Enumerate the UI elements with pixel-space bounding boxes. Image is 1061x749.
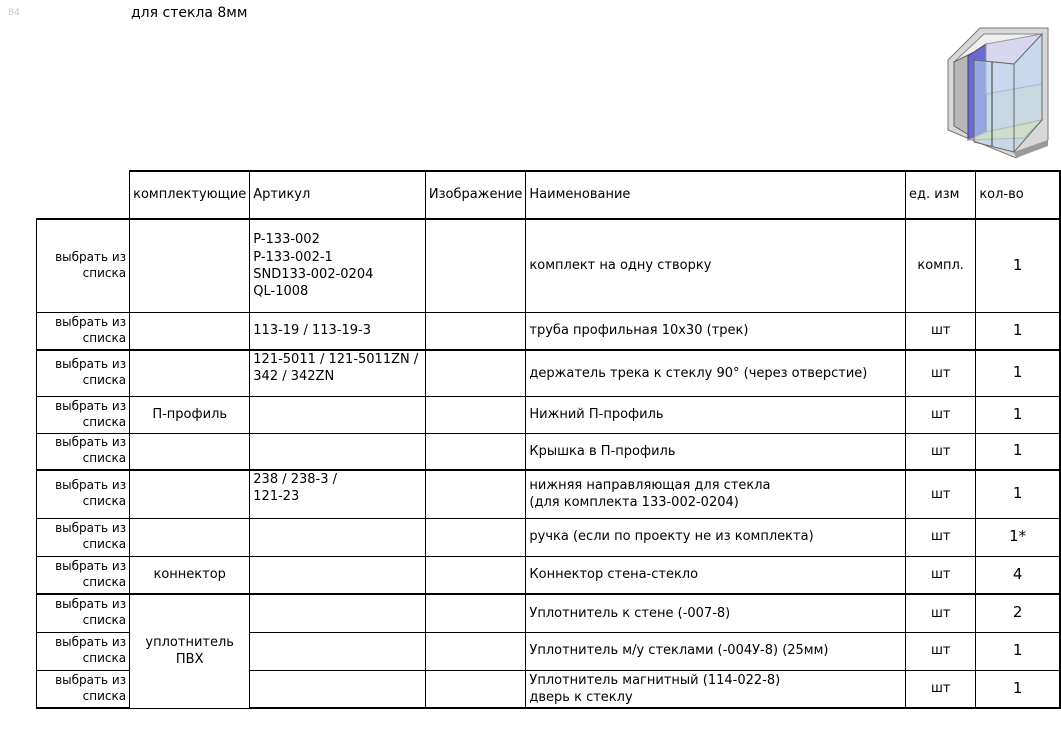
unit-cell: шт: [906, 556, 976, 594]
image-cell: [425, 312, 525, 350]
name-cell: Коннектор стена-стекло: [526, 556, 906, 594]
name-cell: Уплотнитель к стене (-007-8): [526, 594, 906, 632]
image-cell: [425, 433, 525, 470]
header-image: Изображение: [425, 171, 525, 219]
unit-cell: шт: [906, 670, 976, 708]
shower-cabin-image: [944, 20, 1052, 160]
qty-cell: 4: [976, 556, 1060, 594]
category-cell: [130, 312, 250, 350]
name-cell: труба профильная 10х30 (трек): [526, 312, 906, 350]
article-cell: P-133-002 P-133-002-1 SND133-002-0204 QL-1008: [250, 219, 426, 312]
table-row: [37, 518, 1061, 556]
article-cell: 121-5011 / 121-5011ZN / 342 / 342ZN: [250, 350, 426, 396]
qty-cell: 1: [976, 632, 1060, 670]
qty-cell: 1: [976, 433, 1060, 470]
unit-cell: шт: [906, 470, 976, 518]
image-cell: [425, 219, 525, 312]
select-dropdown[interactable]: выбрать из списка: [37, 350, 130, 396]
image-cell: [425, 670, 525, 708]
article-cell: [250, 670, 426, 708]
category-cell: [130, 433, 250, 470]
article-cell: 238 / 238-3 / 121-23: [250, 470, 426, 518]
components-table: [36, 170, 1061, 709]
qty-cell: 1: [976, 470, 1060, 518]
qty-cell: 1: [976, 350, 1060, 396]
header-category: комплектующие: [130, 171, 250, 219]
image-cell: [425, 556, 525, 594]
unit-cell: шт: [906, 433, 976, 470]
header-name: Наименование: [526, 171, 906, 219]
select-dropdown[interactable]: выбрать из списка: [37, 433, 130, 470]
unit-cell: компл.: [906, 219, 976, 312]
article-cell: [250, 556, 426, 594]
table-row: [37, 594, 1061, 632]
name-cell: Уплотнитель м/у стеклами (-004У-8) (25мм): [526, 632, 906, 670]
category-cell: [130, 219, 250, 312]
article-cell: [250, 396, 426, 433]
article-cell: [250, 632, 426, 670]
image-cell: [425, 350, 525, 396]
header-unit: ед. изм: [906, 171, 976, 219]
name-cell: держатель трека к стеклу 90° (через отверстие): [526, 350, 906, 396]
image-cell: [425, 396, 525, 433]
unit-cell: шт: [906, 518, 976, 556]
select-dropdown[interactable]: выбрать из списка: [37, 312, 130, 350]
unit-cell: шт: [906, 312, 976, 350]
table-row: [37, 396, 1061, 433]
unit-cell: шт: [906, 594, 976, 632]
table-header-row: [37, 171, 1061, 219]
table-row: [37, 556, 1061, 594]
name-cell: Нижний П-профиль: [526, 396, 906, 433]
category-cell: коннектор: [130, 556, 250, 594]
select-dropdown[interactable]: выбрать из списка: [37, 556, 130, 594]
name-cell: Крышка в П-профиль: [526, 433, 906, 470]
qty-cell: 1*: [976, 518, 1060, 556]
qty-cell: 1: [976, 670, 1060, 708]
select-dropdown[interactable]: выбрать из списка: [37, 670, 130, 708]
qty-cell: 1: [976, 396, 1060, 433]
article-cell: 113-19 / 113-19-3: [250, 312, 426, 350]
name-cell: комплект на одну створку: [526, 219, 906, 312]
qty-cell: 1: [976, 219, 1060, 312]
header-qty: кол-во: [976, 171, 1060, 219]
select-dropdown[interactable]: выбрать из списка: [37, 396, 130, 433]
table-row: [37, 470, 1061, 518]
select-dropdown[interactable]: выбрать из списка: [37, 632, 130, 670]
qty-cell: 1: [976, 312, 1060, 350]
image-cell: [425, 594, 525, 632]
category-cell: [130, 470, 250, 518]
header-select: [37, 171, 130, 219]
table-row: [37, 312, 1061, 350]
table-row: [37, 433, 1061, 470]
article-cell: [250, 433, 426, 470]
select-dropdown[interactable]: выбрать из списка: [37, 518, 130, 556]
page-subtitle: для стекла 8мм: [131, 5, 248, 21]
image-cell: [425, 632, 525, 670]
table-row: [37, 350, 1061, 396]
name-cell: Уплотнитель магнитный (114-022-8) дверь к стеклу: [526, 670, 906, 708]
image-cell: [425, 470, 525, 518]
category-cell: уплотнитель ПВХ: [130, 594, 250, 708]
article-cell: [250, 518, 426, 556]
name-cell: нижняя направляющая для стекла (для комплекта 133-002-0204): [526, 470, 906, 518]
sheet-corner-label: B4: [8, 8, 20, 18]
category-cell: [130, 350, 250, 396]
qty-cell: 2: [976, 594, 1060, 632]
unit-cell: шт: [906, 350, 976, 396]
select-dropdown[interactable]: выбрать из списка: [37, 470, 130, 518]
select-dropdown[interactable]: выбрать из списка: [37, 219, 130, 312]
unit-cell: шт: [906, 632, 976, 670]
category-cell: П-профиль: [130, 396, 250, 433]
image-cell: [425, 518, 525, 556]
name-cell: ручка (если по проекту не из комплекта): [526, 518, 906, 556]
article-cell: [250, 594, 426, 632]
header-article: Артикул: [250, 171, 426, 219]
category-cell: [130, 518, 250, 556]
unit-cell: шт: [906, 396, 976, 433]
select-dropdown[interactable]: выбрать из списка: [37, 594, 130, 632]
table-row: [37, 219, 1061, 312]
